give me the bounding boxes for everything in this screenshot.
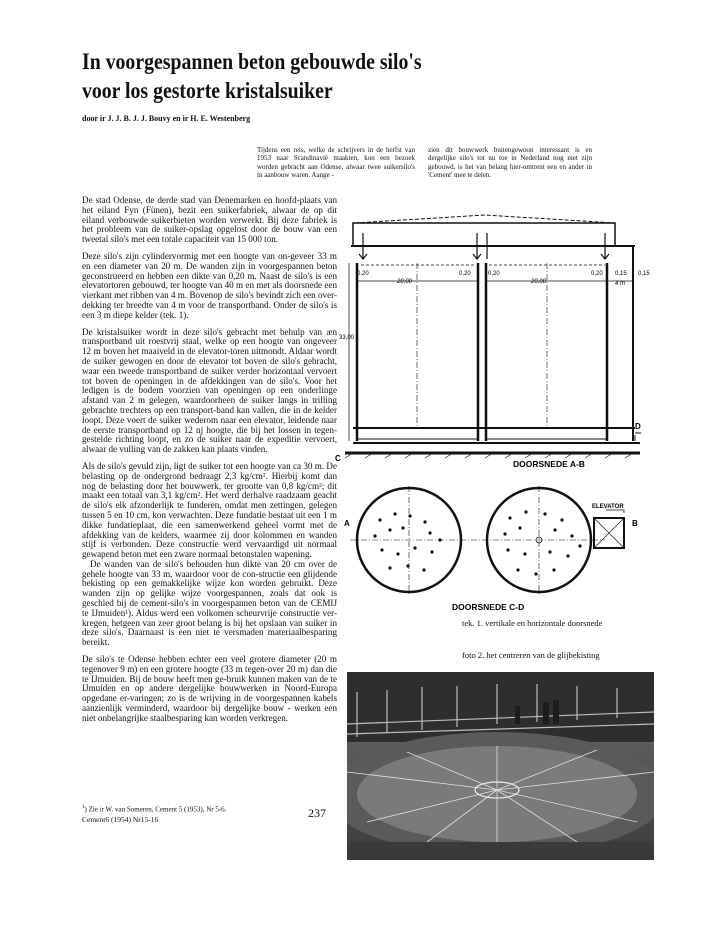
caption-photo: foto 2. het centreren van de glijbekisting	[462, 650, 600, 660]
paragraph-4: Als de silo's gevuld zijn, ligt de suiker tot een hoogte van ca 30 m. De belasting op de ondergrond bedraagt 2,3 kg/cm². Hierbij komt dan nog de belasting door het bouwwerk, ter grootte van 0,8 kg/cm²; dit maakt een totaal van 3,1 kg/cm². Het werd derhalve raadzaam geacht de silo's elk afzonderlijk te funderen, omdat men zettingen, gelegen tussen 5 en 10 cm, kon verwachten. Deze fundatie bestaat uit een 1 m dikke fundatieplaat, die een samenwerkend geheel vormt met de afdekking van de kelders, waarmee zij door kolommen en wanden stijf is verbonden. Deze constructie werd vervaardigd uit normaal gewapend beton met een zware normaal betonstalen wapening.	[82, 460, 337, 560]
paragraph-1: De stad Odense, de derde stad van Denemarken en hoofd-plaats van het eiland Fyn (Fünen), bezit een suikerfabriek, alwaar de op dit eiland verbouwde suikerbieten worden verwerkt. Bij deze fabriek is het probleem van de suiker-opslag opgelost door de bouw van een tweetal silo's met een totale capaciteit van 15 000 ton.	[82, 195, 337, 245]
dim-3300: 33,00	[339, 335, 355, 341]
article-title	[82, 47, 564, 105]
label-c: C	[335, 454, 341, 463]
dim-2000-a: 20,00	[397, 279, 413, 285]
drawing-section-ab	[335, 203, 657, 473]
footnote-text: ) Zie ir W. van Someren, Cement 5 (1953), Nr 5-6.	[84, 805, 227, 814]
body-column	[82, 196, 337, 724]
paragraph-3: De kristalsuiker wordt in deze silo's gebracht met behulp van æn transportband uit roestvrij staal, welke op een hoogte van ongeveer 12 m boven het maaiveld in de elevator-toren uitmondt. Aldaar wordt de suiker gewogen en door de elevator tot boven de silo's gebracht, waar een tweede transportband de suiker verder horizontaal vervoert tot boven de openingen in de afdekkingen van de silo's. Voor het ledigen is de bodem voorzien van openingen op een onderlinge afstand van 2 m gelegen, waardoorheen de suiker langs in trilling gebrachte trechters op een transport-band kan vallen, die in de kelder loopt. Deze voert de suiker wederom naar een elevator, leidende naar de eerste transportband op 12 nj hoogte, die bij het lossen in tegen-gestelde richting loopt, en zo de suiker naar de expeditie vervoert, alwaar de vulling van de zakken kan plaats vinden.	[82, 326, 337, 455]
photo-slipform	[347, 672, 654, 860]
dim-020-b: 0,20	[459, 271, 471, 277]
hopper-openings	[373, 510, 581, 575]
dim-4m: 4 m	[615, 281, 626, 287]
dim-015-a: 0,15	[615, 271, 627, 277]
dim-020-d: 0,20	[591, 271, 603, 277]
dim-020-c: 0,20	[488, 271, 500, 277]
dim-015-b: 0,15	[638, 271, 650, 277]
caption-drawing: tek. 1. vertikale en horizontale doorsnede	[462, 618, 603, 628]
title-line-2: voor los gestorte kristalsuiker	[82, 78, 333, 103]
intro-right: zien dit bouwwerk buitengewoon interessant is en dergelijke silo's tot nu toe in Nederland nog niet zijn gebouwd, is het van belang hier-omtrent een en ander in 'Cement' mee te delen.	[428, 146, 592, 180]
journal-footer: Cement6 (1954) Nr15-16	[82, 815, 159, 824]
dim-020-a: 0,20	[357, 271, 369, 277]
intro-left: Tijdens een reis, welke de schrijvers in de herfst van 1953 naar Scandinavië maakten, kon een bezoek worden gebracht aan Odense, alwaar twee suikersilo's in aanbouw waren. Aange -	[257, 146, 415, 180]
label-doorsnede-ab: DOORSNEDE A-B	[513, 459, 585, 469]
label-d: D	[635, 422, 641, 431]
label-b: B	[632, 519, 638, 528]
footnote	[82, 805, 226, 813]
authors: door ir J. J. B. J. J. Bouvy en ir H. E. Westenberg	[82, 114, 251, 123]
label-a: A	[344, 519, 350, 528]
paragraph-2: Deze silo's zijn cylindervormig met een hoogte van on-geveer 33 m en een diameter van 20 m. De wanden zijn in voorgespannen beton geconstrueerd en hebben een dikte van 0,20 m. Naast de silo's is een elevatortoren gebouwd, ter hoogte van 40 m en met als doorsnede een vierkant met ribben van 4 m. Bovenop de silo's bevindt zich een over-dekking ter breedte van 4 m voor de transportband. Onder de silo's is een 3 m diepe kelder (tek. 1).	[82, 250, 337, 320]
paragraph-6: De silo's te Odense hebben echter een veel grotere diameter (20 m tegenover 9 m) en een grotere hoogte (33 m tegen-over 20 m) dan die te IJmuiden. Bij de bouw heeft men ge-bruik kunnen maken van de te IJmuiden en op andere dergelijke bouwwerken in Noord-Europa opgedane er-varingen; zo is de wrijving in de voorgespannen kabels aanzienlijk verminderd, waardoor bij dergelijke bouw - werken een niet onbelangrijke staalbesparing kan worden verkregen.	[82, 654, 337, 723]
label-elevator: ELEVATOR	[592, 504, 624, 510]
dim-2000-b: 20,00	[531, 279, 547, 285]
footnote-mark: 1	[82, 805, 85, 810]
label-doorsnede-cd: DOORSNEDE C-D	[452, 602, 525, 612]
page-number: 237	[308, 806, 326, 820]
paragraph-5: De wanden van de silo's behouden hun dikte van 20 cm over de gehele hoogte van 33 m, waardoor voor de con-structie een glijdende bekisting op een gemakkelijke wijze kon worden gebruikt. Deze wanden zijn op gelijke wijze voorgespannen, zoals dat ook is geschied bij de cement-silo's in voorgespannen beton van de CEMIJ te IJmuiden¹). Aldus werd een volkomen scheurvrije constructie ver-kregen, hetgeen van zeer groot belang is bij het opslaan van suiker in deze silo's. Daarnaast is een niet te versmaden materiaalbesparing bereikt.	[82, 558, 337, 648]
title-line-1: In voorgespannen beton gebouwde silo's	[82, 49, 422, 74]
drawing-section-cd	[340, 478, 655, 616]
